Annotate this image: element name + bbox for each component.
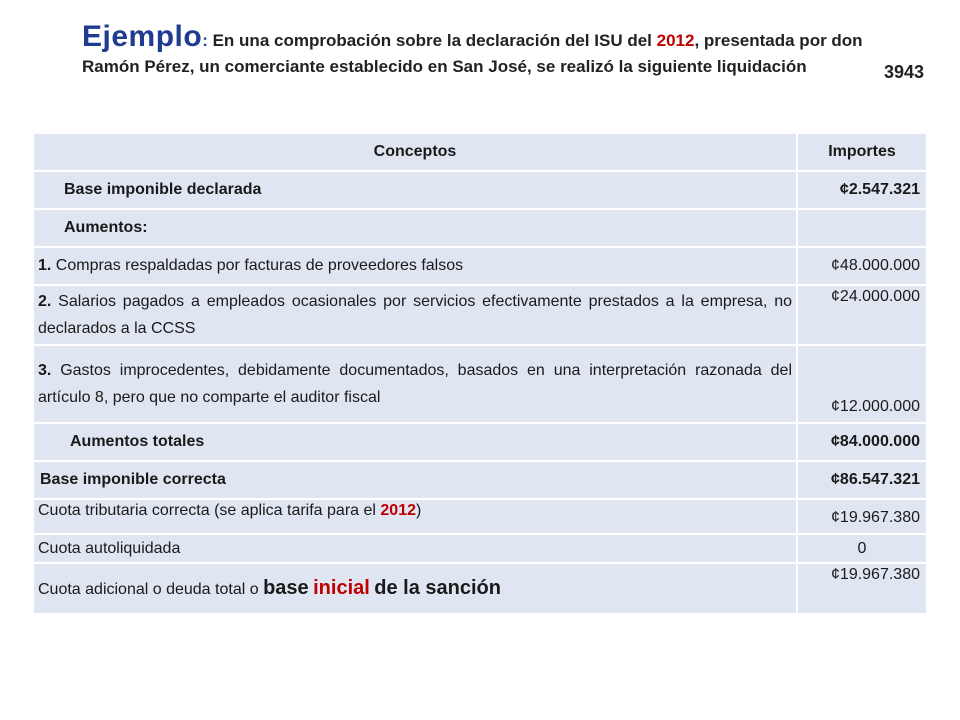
table-row: [33, 534, 927, 563]
aumentos-amount: [797, 209, 927, 247]
item3-amount: ¢12.000.000: [797, 345, 927, 423]
cuota-correcta-text-b: ): [415, 502, 422, 519]
header-amounts: Importes: [797, 133, 927, 171]
cuota-correcta-text-a: Cuota tributaria correcta (se aplica tarifa para el: [38, 502, 381, 519]
aumentos-totales-label: Aumentos totales: [33, 423, 797, 461]
slide-number: 3943: [884, 62, 925, 82]
cuota-adicional-text: Cuota adicional o deuda total o: [38, 581, 264, 598]
slide-heading: [82, 20, 872, 80]
cuota-auto-label: Cuota autoliquidada: [33, 534, 797, 563]
item3-number: 3.: [38, 362, 52, 379]
heading-text-1: En una comprobación sobre la declaración del ISU del: [207, 31, 657, 50]
cuota-adicional-amount: ¢19.967.380: [797, 563, 927, 614]
base-correcta-amount: ¢86.547.321: [797, 461, 927, 499]
cuota-adicional-word-sancion: de la sanción: [374, 577, 501, 599]
table-row: [33, 461, 927, 499]
table-row: [33, 171, 927, 209]
cuota-correcta-year: 2012: [380, 502, 416, 519]
table-row: [33, 563, 927, 614]
cuota-adicional-word-inicial: inicial: [313, 577, 370, 599]
item2-text: Salarios pagados a empleados ocasionales por servicios efectivamente prestados a la empresa, no declarados a la CCSS: [38, 293, 792, 337]
table-row: [33, 345, 927, 423]
item2-number: 2.: [38, 293, 52, 310]
table-row: [33, 285, 927, 345]
item1-concept: [33, 247, 797, 285]
heading-year: 2012: [656, 31, 695, 50]
base-declarada-label: Base imponible declarada: [33, 171, 797, 209]
heading-title: Ejemplo: [82, 20, 203, 53]
item2-concept: [33, 285, 797, 345]
cuota-correcta-label: [33, 499, 797, 534]
aumentos-label: Aumentos:: [33, 209, 797, 247]
item1-number: 1.: [38, 257, 52, 274]
table-header-row: [33, 133, 927, 171]
liquidation-table: [32, 132, 928, 615]
base-correcta-label: Base imponible correcta: [33, 461, 797, 499]
cuota-correcta-amount: ¢19.967.380: [797, 499, 927, 534]
table-row: [33, 423, 927, 461]
item2-amount: ¢24.000.000: [797, 285, 927, 345]
table-row: [33, 209, 927, 247]
item3-concept: [33, 345, 797, 423]
cuota-auto-amount: 0: [797, 534, 927, 563]
item1-amount: ¢48.000.000: [797, 247, 927, 285]
heading-colon: :: [202, 31, 208, 50]
item3-text: Gastos improcedentes, debidamente documentados, basados en una interpretación razonada del artículo 8, pero que no comparte el auditor fiscal: [38, 362, 792, 406]
cuota-adicional-label: [33, 563, 797, 614]
table-row: [33, 247, 927, 285]
header-concepts: Conceptos: [33, 133, 797, 171]
cuota-adicional-word-base: base: [263, 577, 309, 599]
heading-text-2: , presentada por don Ramón Pérez, un comerciante establecido en San José, se realizó la siguiente liquidación: [82, 31, 863, 76]
base-declarada-amount: ¢2.547.321: [797, 171, 927, 209]
table-row: [33, 499, 927, 534]
item1-text: Compras respaldadas por facturas de proveedores falsos: [51, 257, 464, 274]
aumentos-totales-amount: ¢84.000.000: [797, 423, 927, 461]
